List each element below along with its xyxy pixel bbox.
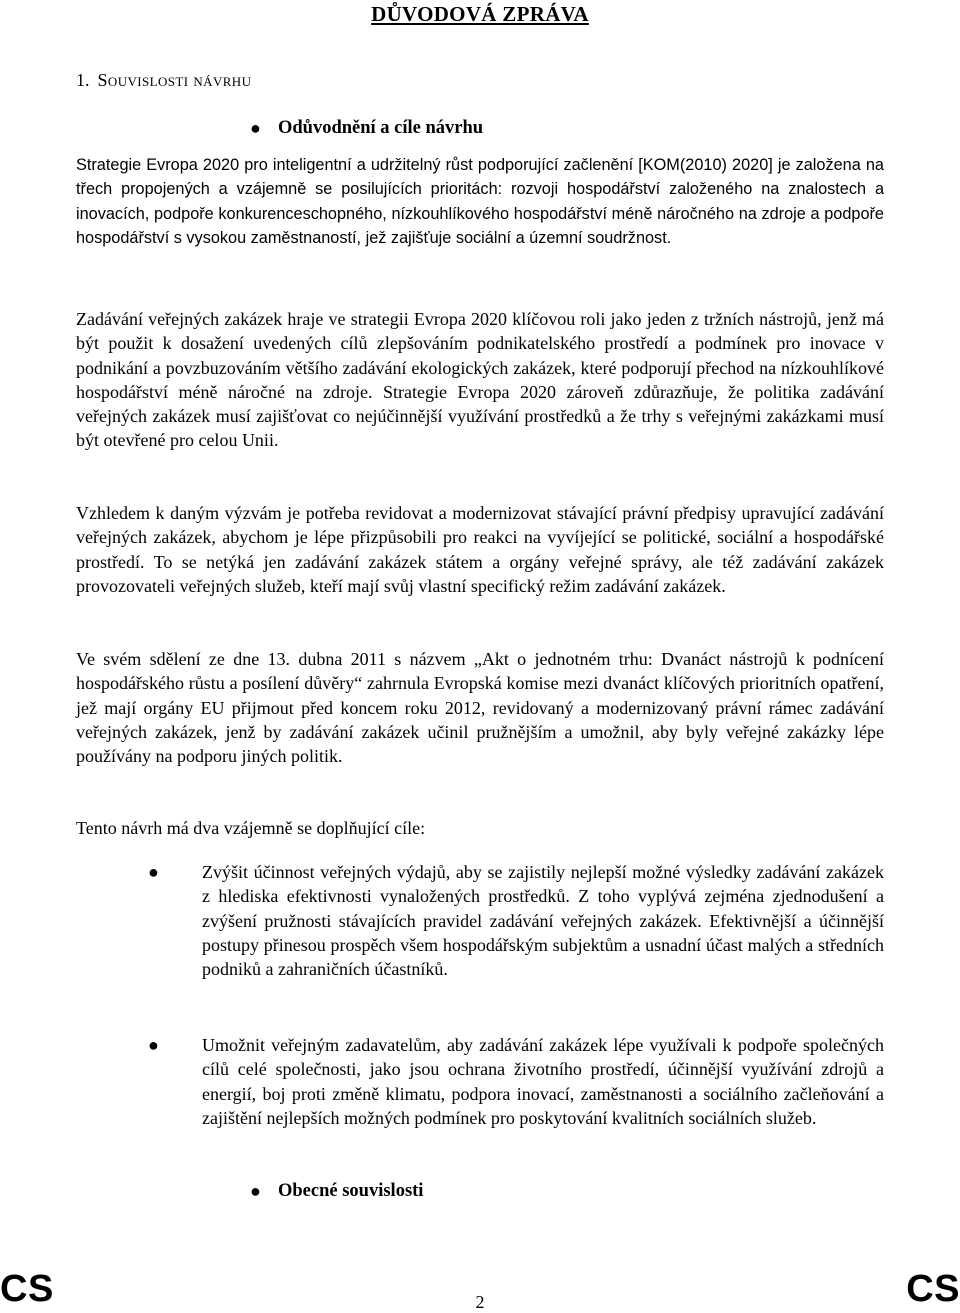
paragraph-strategy: Strategie Evropa 2020 pro inteligentní a udržitelný růst podporující začlenění [KOM(2010) 2020] je založena na třech propojených a vzájemně se posilujících prioritách: rozvoji hospodářství založeného na znalostech a inovacích, podpoře konkurenceschopného, nízkouhlíkového hospodářství méně náročného na zdroje a podpoře hospodářství s vysokou zaměstnaností, jež zajišťuje sociální a územní soudržnost. xyxy=(76,156,884,247)
page-number: 2 xyxy=(475,1292,485,1312)
paragraph-public-procurement: Zadávání veřejných zakázek hraje ve strategii Evropa 2020 klíčovou roli jako jeden z tržních nástrojů, jenž má být použit k dosažení uvedených cílů zlepšováním podnikatelského prostředí a podmínek pro inovace v podnikání a povzbuzováním většího zadávání ekologických zakázek, které podporují přechod na nízkouhlíkové hospodářství méně náročné na zdroje. Strategie Evropa 2020 zároveň zdůrazňuje, že politika zadávání veřejných zakázek musí zajišťovat co nejúčinnější využívání prostředků a že trhy s veřejnými zakázkami musí být otevřené pro celou Unii. xyxy=(76,309,884,451)
objective-text: Umožnit veřejným zadavatelům, aby zadávání zakázek lépe využívali k podpoře společných cílů celé společnosti, jako jsou ochrana životního prostředí, účinnější využívání zdrojů a energií, boj proti změně klimatu, podpora inovací, zaměstnanosti a sociálního začleňování a zajištění nejlepších možných podmínek pro poskytování kvalitních sociálních služeb. xyxy=(202,1035,884,1128)
section-number: 1. xyxy=(76,70,90,90)
paragraph-challenges: Vzhledem k daným výzvám je potřeba revidovat a modernizovat stávající právní předpisy upravující zadávání veřejných zakázek, abychom je lépe přizpůsobili pro reakci na vyvíjející se politické, sociální a hospodářské prostředí. To se netýká jen zadávání zakázek státem a orgány veřejné správy, ale též zadávání zakázek provozovateli veřejných služeb, kteří mají svůj vlastní specifický režim zadávání zakázek. xyxy=(76,503,884,596)
bullet-icon: ● xyxy=(148,862,159,882)
subsection-heading-reasons xyxy=(250,118,483,139)
subsection-title: Obecné souvislosti xyxy=(278,1181,424,1201)
section-heading xyxy=(76,70,251,91)
bullet-icon: ● xyxy=(250,1181,261,1201)
paragraph-objectives-intro: Tento návrh má dva vzájemně se doplňující cíle: xyxy=(76,818,426,838)
footer-language-right: CS xyxy=(906,1268,960,1310)
subsection-heading-general xyxy=(250,1181,423,1202)
objective-list-item xyxy=(76,1033,884,1130)
bullet-icon: ● xyxy=(148,1035,159,1055)
section-title: Souvislosti návrhu xyxy=(97,70,252,90)
objective-list-item xyxy=(76,860,884,981)
objective-text: Zvýšit účinnost veřejných výdajů, aby se zajistily nejlepší možné výsledky zadávání zakázek z hlediska efektivnosti vynaložených prostředků. Z toho vyplývá zejména zjednodušení a zvýšení pružnosti stávajících pravidel zadávání veřejných zakázek. Efektivnější a účinnější postupy přinesou prospěch všem hospodářským subjektům a usnadní účast malých a středních podniků a zahraničních účastníků. xyxy=(202,862,884,980)
document-title: DŮVODOVÁ ZPRÁVA xyxy=(371,2,589,26)
subsection-title: Odůvodnění a cíle návrhu xyxy=(278,118,484,138)
footer-language-left: CS xyxy=(0,1268,54,1310)
paragraph-communication: Ve svém sdělení ze dne 13. dubna 2011 s názvem „Akt o jednotném trhu: Dvanáct nástrojů k podnícení hospodářského růstu a posílení důvěry“ zahrnula Evropská komise mezi dvanáct klíčových prioritních opatření, jež mají orgány EU přijmout před koncem roku 2012, revidovaný a modernizovaný právní rámec zadávání veřejných zakázek, jenž by zadávání zakázek učinil pružnějším a umožnil, aby byly veřejné zakázky lépe používány na podporu jiných politik. xyxy=(76,649,884,767)
bullet-icon: ● xyxy=(250,118,261,138)
